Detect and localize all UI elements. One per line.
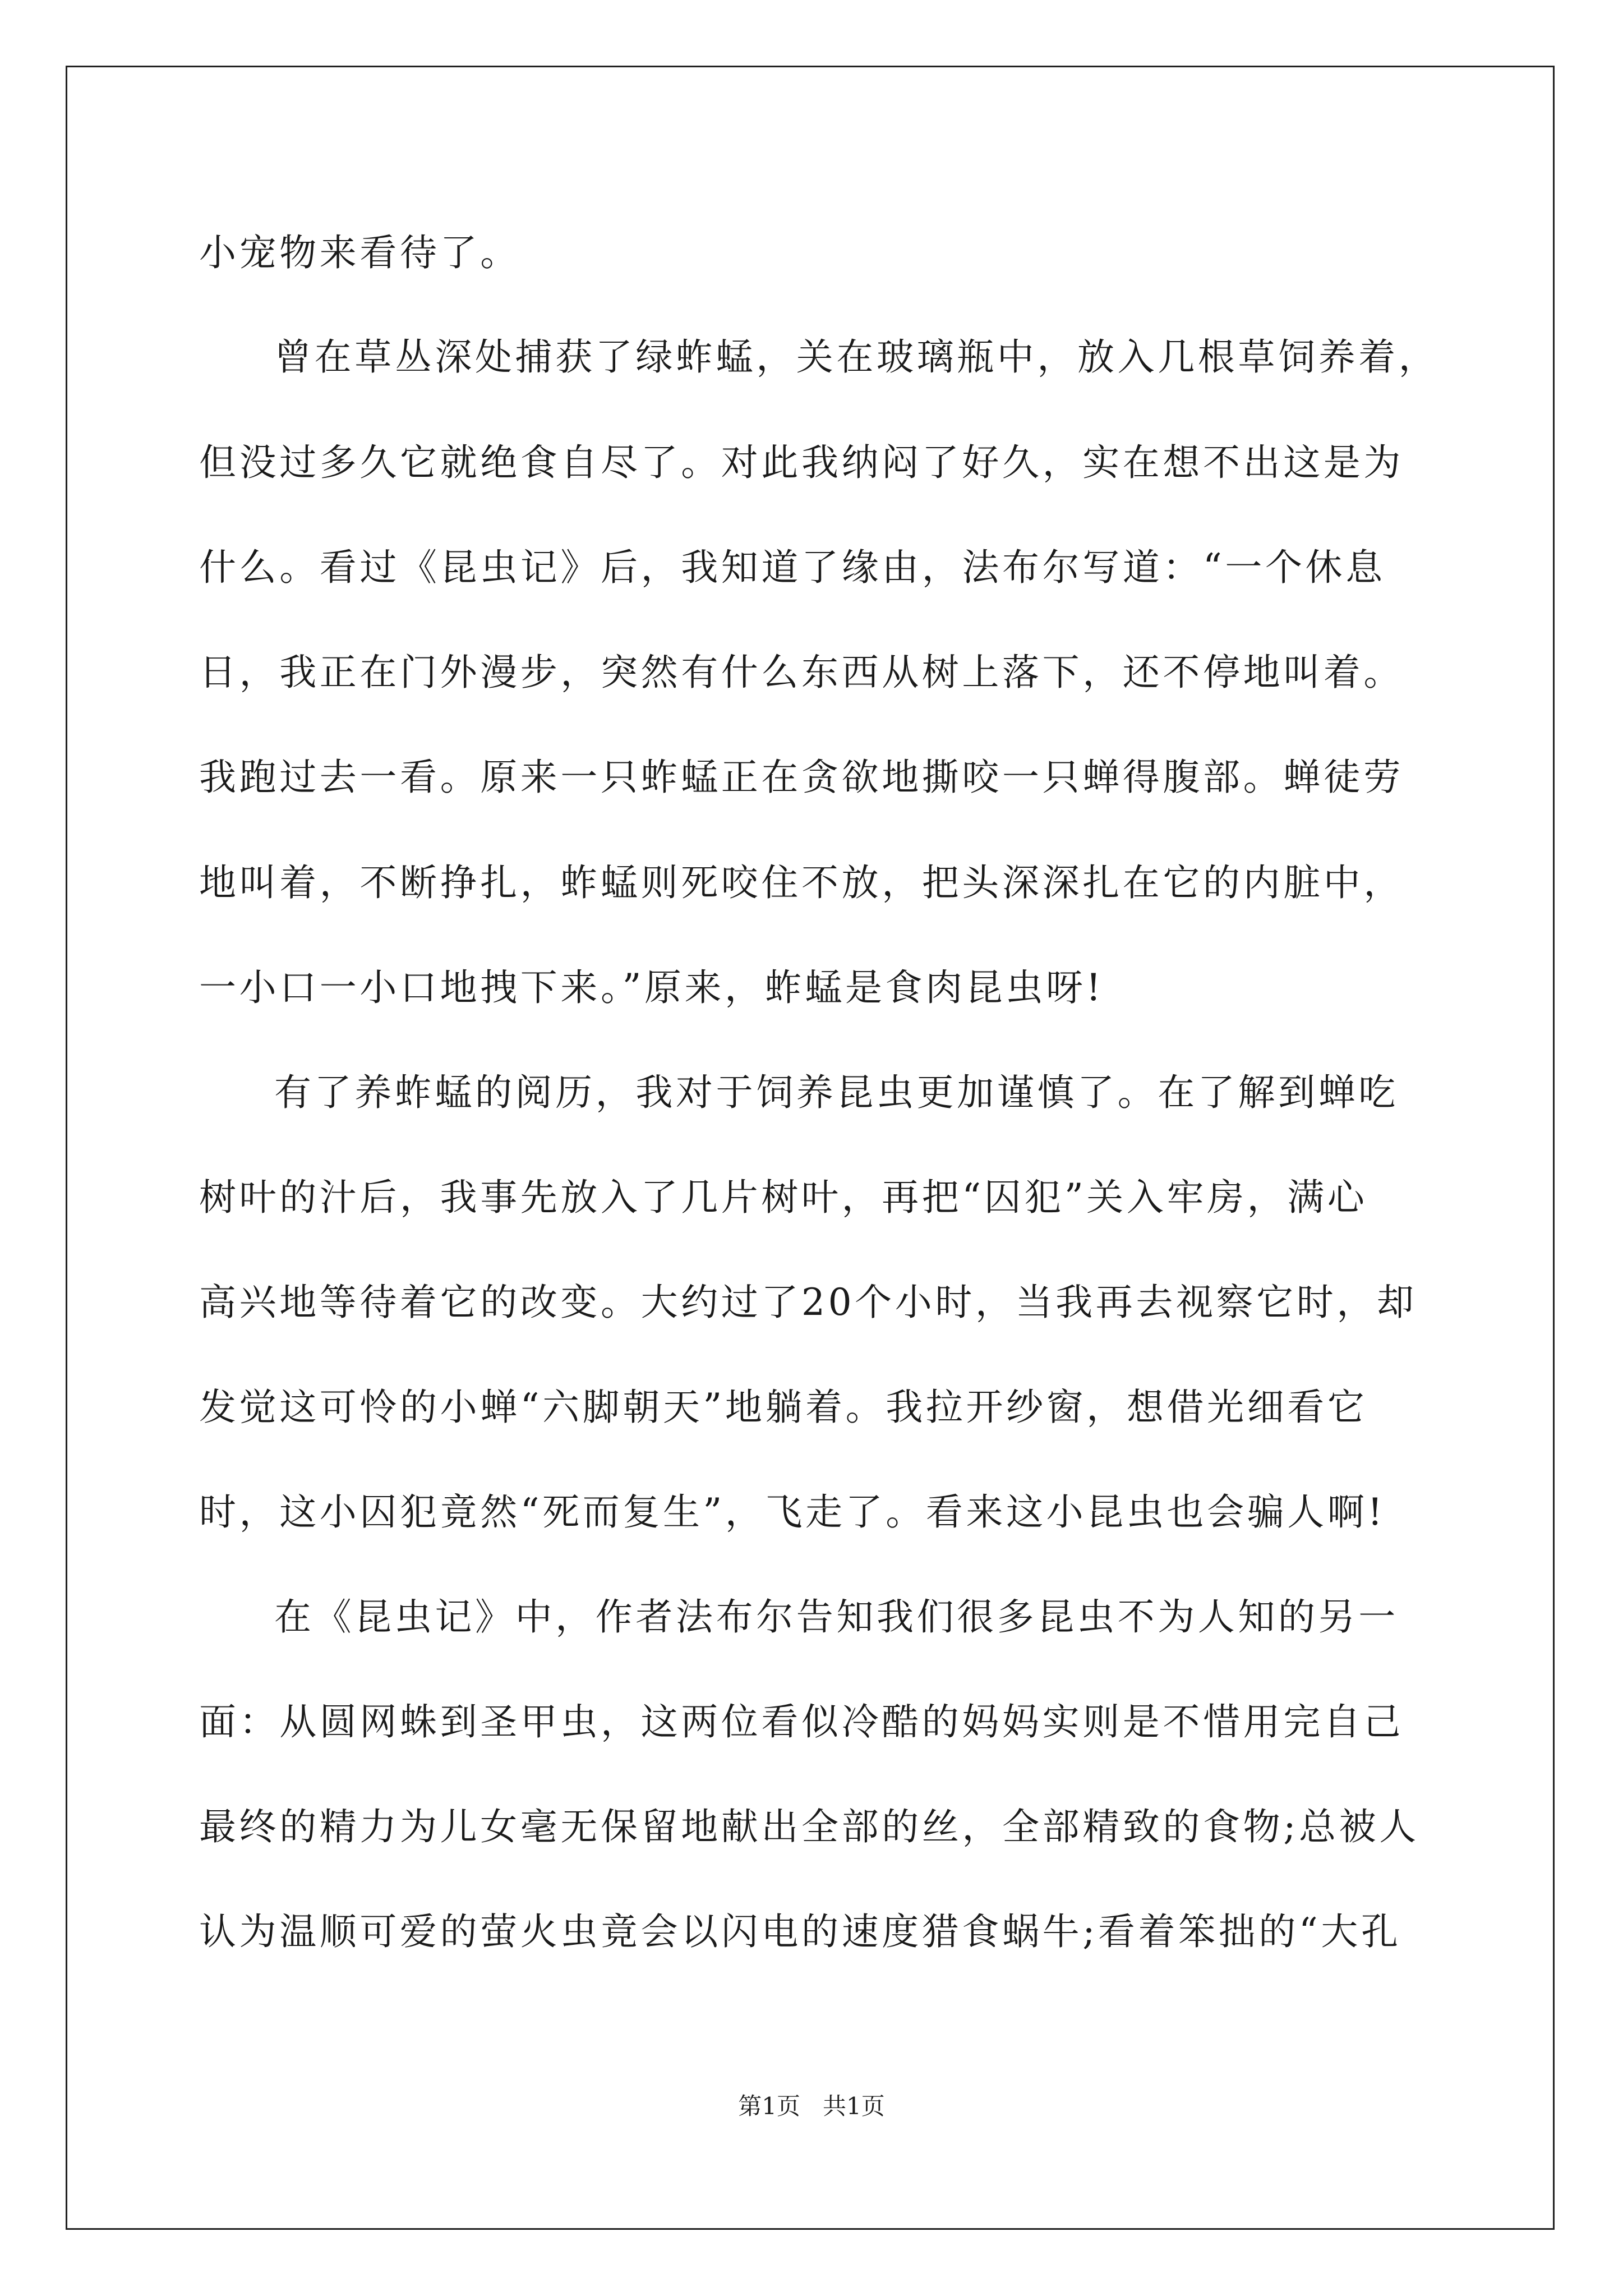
text-line-13: 时，这小囚犯竟然“死而复生”，飞走了。看来这小昆虫也会骗人啊! (199, 1490, 1386, 1534)
text-line-4: 什么。看过《昆虫记》后，我知道了缘由，法布尔写道：“一个休息 (199, 546, 1386, 589)
text-line-2: 曾在草丛深处捕获了绿蚱蜢，关在玻璃瓶中，放入几根草饲养着， (274, 335, 1439, 379)
text-line-6: 我跑过去一看。原来一只蚱蜢正在贪欲地撕咬一只蝉得腹部。蝉徒劳 (199, 756, 1404, 799)
text-line-16: 最终的精力为儿女毫无保留地献出全部的丝，全部精致的食物;总被人 (199, 1805, 1419, 1848)
page-frame (66, 66, 1555, 2230)
text-line-7: 地叫着，不断挣扎，蚱蜢则死咬住不放，把头深深扎在它的内脏中， (199, 861, 1404, 904)
text-line-12: 发觉这可怜的小蝉“六脚朝天”地躺着。我拉开纱窗，想借光细看它 (199, 1386, 1368, 1429)
text-line-3: 但没过多久它就绝食自尽了。对此我纳闷了好久，实在想不出这是为 (199, 441, 1404, 484)
text-line-15: 面：从圆网蛛到圣甲虫，这两位看似冷酷的妈妈实则是不惜用完自己 (199, 1700, 1404, 1743)
text-line-11: 高兴地等待着它的改变。大约过了20个小时，当我再去视察它时，却 (199, 1281, 1417, 1324)
text-line-8: 一小口一小口地拽下来。”原来，蚱蜢是食肉昆虫呀! (199, 966, 1104, 1009)
text-line-9: 有了养蚱蜢的阅历，我对于饲养昆虫更加谨慎了。在了解到蝉吃 (274, 1071, 1399, 1114)
text-line-1: 小宠物来看待了。 (199, 231, 520, 274)
text-line-17: 认为温顺可爱的萤火虫竟会以闪电的速度猎食蜗牛;看着笨拙的“大孔 (199, 1910, 1401, 1953)
text-line-10: 树叶的汁后，我事先放入了几片树叶，再把“囚犯”关入牢房，满心 (199, 1176, 1368, 1219)
text-line-14: 在《昆虫记》中，作者法布尔告知我们很多昆虫不为人知的另一 (274, 1595, 1399, 1639)
text-line-5: 日，我正在门外漫步，突然有什么东西从树上落下，还不停地叫着。 (199, 651, 1404, 694)
page-footer: 第1页 共1页 (738, 2092, 885, 2120)
